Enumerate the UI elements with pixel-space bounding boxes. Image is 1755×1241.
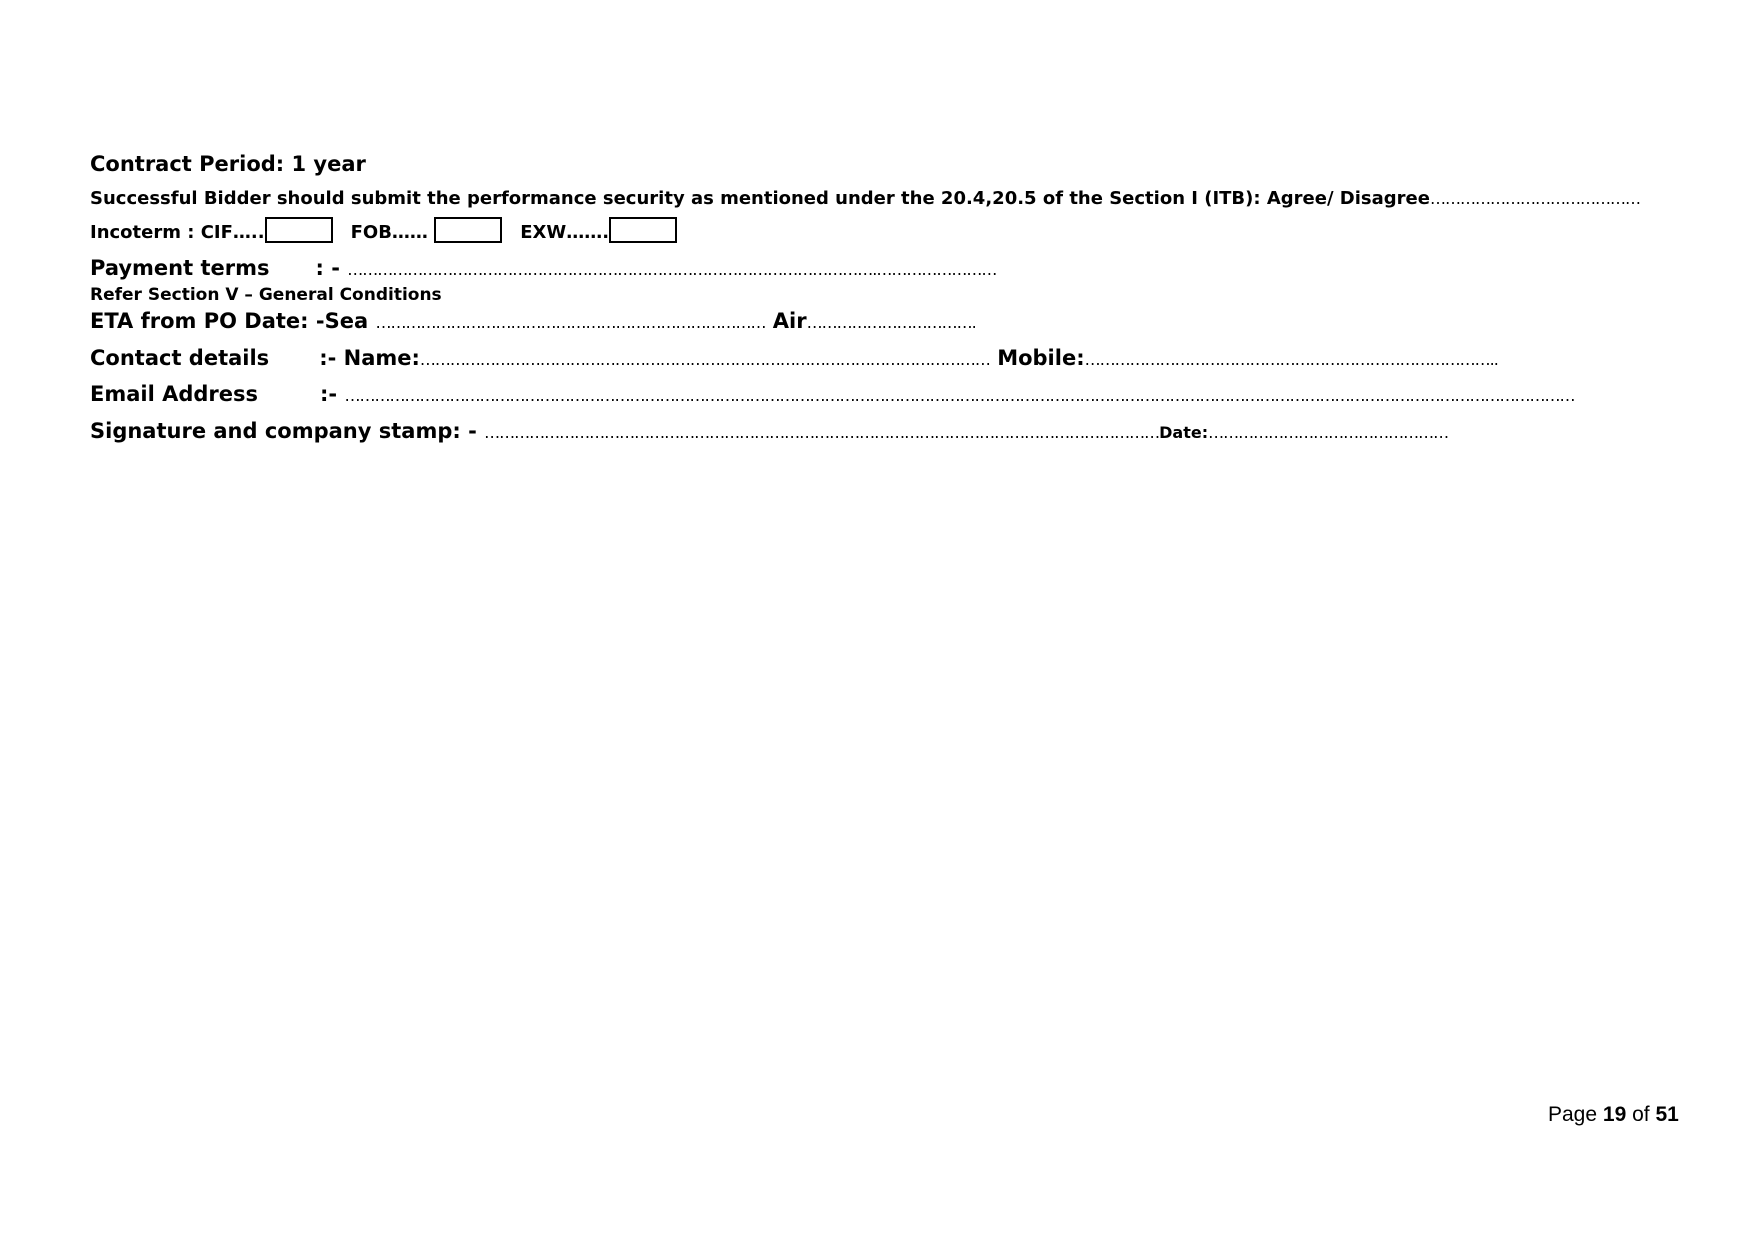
incoterm-line [90, 223, 677, 243]
footer-page-prefix: Page [1548, 1103, 1598, 1126]
eta-sea-label: ETA from PO Date: -Sea [90, 309, 369, 333]
contact-name-blank[interactable]: …………………………………………………………………………………………………… [419, 350, 990, 369]
payment-terms-blank[interactable]: …………………………………………………………………………………………….…………………… [347, 260, 997, 279]
signature-line [90, 421, 1448, 442]
page-number-footer [1548, 1104, 1679, 1125]
performance-security-text: Successful Bidder should submit the performance security as mentioned under the 20.4,20.5 of the Section I (ITB): Agree/ Disagree [90, 188, 1430, 209]
date-blank[interactable]: ………………………………………… [1208, 423, 1449, 442]
incoterm-fob-label: FOB…… [350, 222, 428, 243]
incoterm-cif-label: Incoterm : CIF….. [90, 222, 265, 243]
contact-mobile-label: Mobile: [997, 346, 1085, 370]
footer-of: of [1632, 1103, 1650, 1126]
cif-checkbox[interactable] [265, 217, 333, 243]
email-address-blank[interactable]: ………………………………………………………………………………………………………………………………………………………………………………………………………………………… [344, 386, 1575, 405]
exw-checkbox[interactable] [609, 217, 677, 243]
refer-section-note: Refer Section V – General Conditions [90, 285, 442, 305]
fob-checkbox[interactable] [434, 217, 502, 243]
performance-security-blank: …………………………………… [1429, 189, 1640, 208]
contact-details-line [90, 348, 1498, 369]
eta-sea-blank[interactable]: …………………………………………………………………… [375, 313, 766, 332]
eta-line [90, 311, 976, 332]
date-label: Date: [1159, 423, 1209, 442]
payment-terms-label: Payment terms [90, 256, 270, 280]
signature-label: Signature and company stamp: - [90, 419, 477, 443]
eta-air-blank[interactable]: ……………………………. [806, 313, 976, 332]
email-address-sep: :- [320, 382, 338, 406]
email-address-line [90, 384, 1574, 405]
eta-air-label: Air [772, 309, 807, 333]
footer-current-page: 19 [1602, 1103, 1627, 1126]
payment-terms-line [90, 258, 996, 279]
email-address-label: Email Address [90, 382, 259, 406]
contact-name-label: :- Name: [319, 346, 420, 370]
contact-details-label: Contact details [90, 346, 270, 370]
signature-blank[interactable]: ……………………………………………………………………………………………………………………… [484, 423, 1160, 442]
payment-terms-sep: : - [315, 256, 340, 280]
contact-mobile-blank[interactable]: ……………………………………………………………………….. [1084, 350, 1498, 369]
footer-total-pages: 51 [1655, 1103, 1679, 1126]
performance-security-line [90, 190, 1640, 208]
contract-period: Contract Period: 1 year [90, 152, 366, 176]
incoterm-exw-label: EXW……. [520, 222, 610, 243]
